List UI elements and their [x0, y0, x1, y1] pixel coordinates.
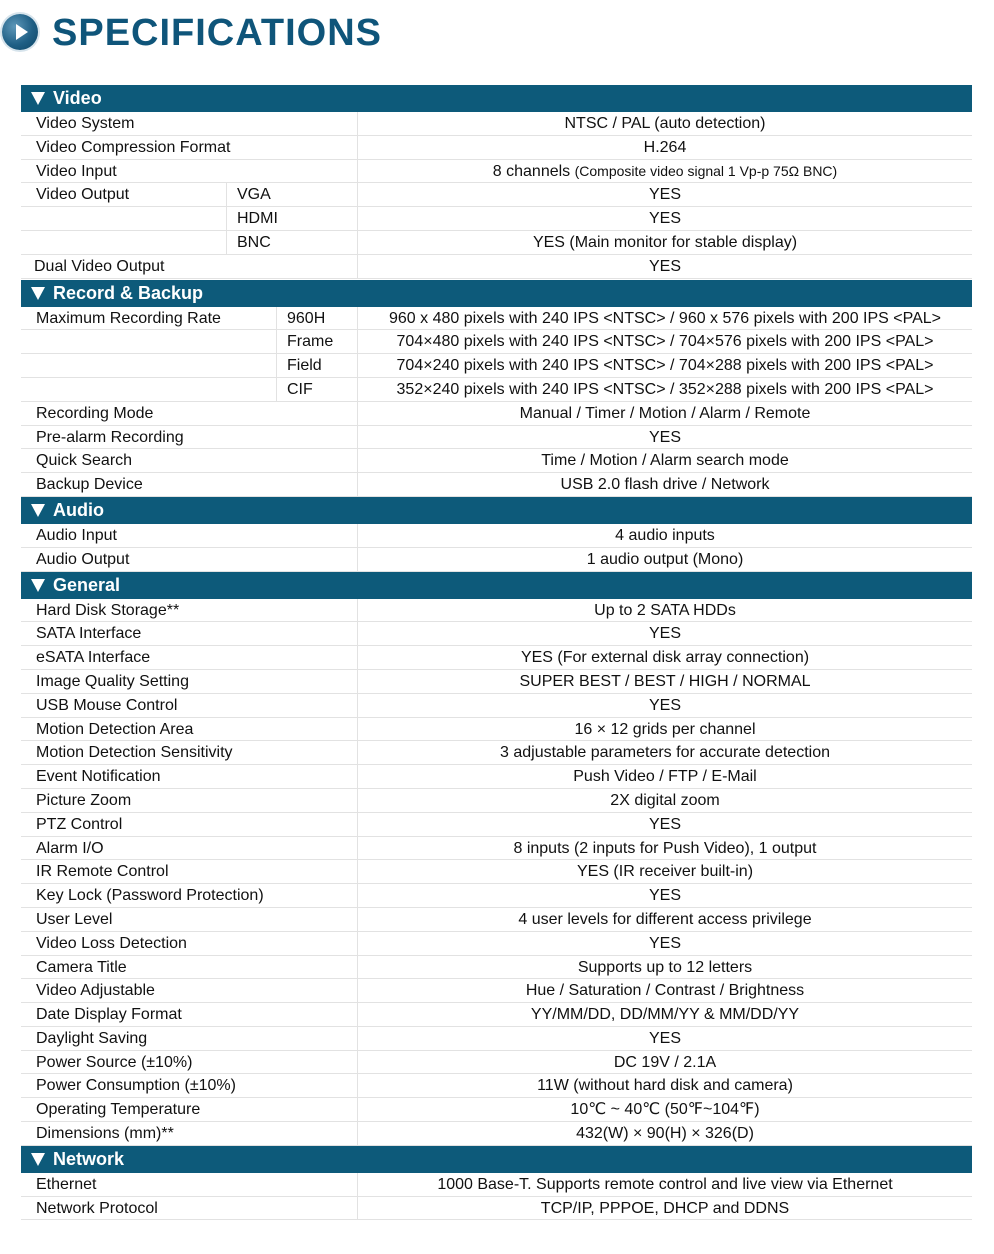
- table-row: [21, 1074, 972, 1098]
- row-label: Backup Device: [36, 476, 143, 494]
- table-row: [21, 622, 972, 646]
- value-text: 8 inputs (2 inputs for Push Video), 1 output: [513, 839, 817, 857]
- page-header: [0, 0, 994, 70]
- row-value: YES: [357, 255, 972, 278]
- table-row: [21, 231, 972, 255]
- table-row: [21, 646, 972, 670]
- row-value: [357, 112, 972, 135]
- row-label: User Level: [36, 910, 113, 928]
- row-value: [357, 1173, 972, 1196]
- row-label: Video Loss Detection: [36, 934, 187, 952]
- row-label: Audio Output: [36, 550, 130, 568]
- value-text: YES (For external disk array connection): [520, 649, 810, 667]
- table-row: [21, 813, 972, 837]
- video-output-group: [21, 183, 972, 254]
- value-text: Push Video / FTP / E-Mail: [573, 768, 757, 786]
- row-value: [357, 789, 972, 812]
- value-text: Up to 2 SATA HDDs: [594, 601, 736, 619]
- table-row: [21, 449, 972, 473]
- row-value: [357, 136, 972, 159]
- table-row: [21, 1197, 972, 1221]
- row-sublabel: Frame: [276, 330, 357, 353]
- row-label: Video Adjustable: [36, 982, 155, 1000]
- row-sublabel: HDMI: [226, 207, 357, 230]
- row-label: Camera Title: [36, 958, 127, 976]
- row-sublabel: BNC: [226, 231, 357, 254]
- table-row: [21, 402, 972, 426]
- row-label: Pre-alarm Recording: [36, 428, 184, 446]
- value-text: YES: [648, 1029, 681, 1047]
- triangle-down-icon: [31, 579, 45, 592]
- row-value: YES: [357, 183, 972, 206]
- row-value: [357, 622, 972, 645]
- value-text: NTSC / PAL (auto detection): [564, 115, 766, 132]
- audio-rows: [21, 524, 972, 572]
- table-row: [21, 354, 972, 378]
- value-text: Hue / Saturation / Contrast / Brightness: [525, 982, 805, 1000]
- row-label: Daylight Saving: [36, 1029, 148, 1047]
- table-row: [21, 307, 972, 331]
- table-row: [21, 741, 972, 765]
- row-value: [357, 884, 972, 907]
- video-rows: [21, 112, 972, 183]
- row-value: [357, 1074, 972, 1097]
- row-value: [357, 837, 972, 860]
- row-label: Audio Input: [36, 526, 117, 544]
- row-value: [357, 1098, 972, 1121]
- row-label: Key Lock (Password Protection): [36, 887, 264, 905]
- row-label: Dual Video Output: [34, 257, 165, 275]
- row-label: Video System: [36, 115, 135, 132]
- table-row: [21, 670, 972, 694]
- table-row: [21, 112, 972, 136]
- value-text: DC 19V / 2.1A: [613, 1053, 717, 1071]
- row-label: Alarm I/O: [36, 839, 104, 857]
- row-sublabel: Field: [276, 354, 357, 377]
- section-title: Video: [53, 88, 102, 108]
- row-label: Event Notification: [36, 768, 161, 786]
- row-value: [357, 956, 972, 979]
- row-label: Video Compression Format: [36, 138, 231, 156]
- value-text: 8 channels: [492, 162, 571, 180]
- value-text: YES: [648, 887, 681, 905]
- row-value: [357, 1003, 972, 1026]
- table-row: [21, 789, 972, 813]
- row-value: [357, 599, 972, 622]
- row-value: 352×240 pixels with 240 IPS <NTSC> / 352×288 pixels with 200 IPS <PAL>: [357, 378, 972, 401]
- value-text: YES: [648, 696, 681, 714]
- play-circle-icon: [2, 14, 38, 50]
- table-row: [21, 524, 972, 548]
- value-text: SUPER BEST / BEST / HIGH / NORMAL: [519, 672, 811, 690]
- row-value: [357, 1051, 972, 1074]
- table-row: [21, 956, 972, 980]
- section-header-audio: [21, 497, 972, 524]
- table-row: [21, 1122, 972, 1146]
- triangle-down-icon: [31, 92, 45, 105]
- value-text: YES (IR receiver built-in): [576, 863, 754, 881]
- section-header-network: [21, 1146, 972, 1173]
- row-value: [357, 813, 972, 836]
- row-value: [357, 908, 972, 931]
- row-value: [357, 718, 972, 741]
- table-row: [21, 183, 972, 207]
- value-text: 3 adjustable parameters for accurate detection: [500, 744, 830, 762]
- triangle-down-icon: [31, 1153, 45, 1166]
- value-text: YY/MM/DD, DD/MM/YY & MM/DD/YY: [530, 1006, 800, 1024]
- value-text: YES: [648, 428, 681, 446]
- table-row: [21, 255, 972, 279]
- row-sublabel: VGA: [226, 183, 357, 206]
- section-header-general: [21, 572, 972, 599]
- value-text: 10℃ ~ 40℃ (50℉~104℉): [570, 1101, 760, 1119]
- row-value: [357, 402, 972, 425]
- table-row: [21, 207, 972, 231]
- row-label: Dimensions (mm)**: [36, 1125, 174, 1143]
- row-value: [357, 1197, 972, 1220]
- row-value: 960 x 480 pixels with 240 IPS <NTSC> / 960 x 576 pixels with 200 IPS <PAL>: [357, 307, 972, 330]
- table-row: [21, 1051, 972, 1075]
- row-sublabel: CIF: [276, 378, 357, 401]
- value-text: 1 audio output (Mono): [586, 550, 744, 568]
- table-row: [21, 884, 972, 908]
- row-label: Motion Detection Sensitivity: [36, 744, 233, 762]
- row-label: Power Source (±10%): [36, 1053, 193, 1071]
- row-value: [357, 860, 972, 883]
- table-row: [21, 1173, 972, 1197]
- table-row: [21, 932, 972, 956]
- row-label: IR Remote Control: [36, 863, 169, 881]
- row-label: PTZ Control: [36, 815, 123, 833]
- general-rows: [21, 599, 972, 1146]
- value-text: H.264: [643, 138, 687, 156]
- section-header-record: [21, 280, 972, 307]
- value-text: Time / Motion / Alarm search mode: [541, 452, 789, 470]
- value-text: YES: [648, 815, 681, 833]
- row-value: [357, 765, 972, 788]
- recording-rate-group: [21, 307, 972, 402]
- section-header-video: [21, 85, 972, 112]
- table-row: [21, 160, 972, 184]
- row-value: [357, 979, 972, 1002]
- value-text: 2X digital zoom: [610, 791, 720, 809]
- value-text: Manual / Timer / Motion / Alarm / Remote: [519, 404, 811, 422]
- row-value: [357, 741, 972, 764]
- page-title: SPECIFICATIONS: [52, 12, 382, 54]
- row-label: Quick Search: [36, 452, 133, 470]
- row-label: eSATA Interface: [36, 649, 151, 667]
- network-rows: [21, 1173, 972, 1221]
- row-label: Recording Mode: [36, 404, 154, 422]
- row-label: SATA Interface: [36, 625, 142, 643]
- row-label: Hard Disk Storage**: [36, 601, 180, 619]
- value-text: 432(W) × 90(H) × 326(D): [576, 1125, 754, 1143]
- group-label: Maximum Recording Rate: [36, 309, 221, 327]
- value-text: YES: [648, 625, 681, 643]
- row-value: [357, 524, 972, 547]
- row-value: YES (Main monitor for stable display): [357, 231, 972, 254]
- row-value: [357, 449, 972, 472]
- row-sublabel: 960H: [276, 307, 357, 330]
- value-text: YES: [648, 934, 681, 952]
- table-row: [21, 330, 972, 354]
- table-row: [21, 908, 972, 932]
- row-label: Picture Zoom: [36, 791, 132, 809]
- row-label: Power Consumption (±10%): [36, 1077, 236, 1095]
- table-row: [21, 979, 972, 1003]
- row-label: Operating Temperature: [36, 1101, 201, 1119]
- value-note: (Composite video signal 1 Vp-p 75Ω BNC): [574, 162, 838, 179]
- table-row: [21, 473, 972, 497]
- table-row: [21, 378, 972, 402]
- value-text: 4 user levels for different access privilege: [518, 910, 812, 928]
- row-label: Video Input: [36, 162, 117, 180]
- row-value: [357, 473, 972, 496]
- row-value: [357, 1027, 972, 1050]
- spec-table: [21, 85, 972, 1220]
- value-text: 16 × 12 grids per channel: [574, 720, 756, 738]
- section-title: General: [53, 574, 121, 595]
- table-row: [21, 548, 972, 572]
- table-row: [21, 1003, 972, 1027]
- table-row: [21, 765, 972, 789]
- table-row: [21, 136, 972, 160]
- row-label: Ethernet: [36, 1175, 97, 1193]
- row-value: [357, 1122, 972, 1145]
- table-row: [21, 1098, 972, 1122]
- table-row: [21, 426, 972, 450]
- record-rows: [21, 402, 972, 497]
- value-text: 1000 Base-T. Supports remote control and live view via Ethernet: [437, 1175, 893, 1193]
- row-value: [357, 548, 972, 571]
- table-row: [21, 837, 972, 861]
- table-row: [21, 694, 972, 718]
- group-label: Video Output: [36, 186, 130, 204]
- row-value: [357, 694, 972, 717]
- row-value: YES: [357, 207, 972, 230]
- row-label: USB Mouse Control: [36, 696, 178, 714]
- row-label: Network Protocol: [36, 1199, 158, 1217]
- table-row: [21, 599, 972, 623]
- row-label: Motion Detection Area: [36, 720, 194, 738]
- table-row: [21, 1027, 972, 1051]
- table-row: [21, 860, 972, 884]
- row-value: [357, 160, 972, 183]
- value-text: 4 audio inputs: [615, 526, 715, 544]
- row-value: [357, 646, 972, 669]
- value-text: 11W (without hard disk and camera): [537, 1077, 793, 1095]
- section-title: Network: [53, 1148, 125, 1169]
- triangle-down-icon: [31, 504, 45, 517]
- table-row: [21, 718, 972, 742]
- row-value: [357, 426, 972, 449]
- row-value: [357, 932, 972, 955]
- row-label: Date Display Format: [36, 1006, 182, 1024]
- value-text: USB 2.0 flash drive / Network: [560, 476, 770, 494]
- section-title: Record & Backup: [53, 282, 204, 303]
- triangle-down-icon: [31, 287, 45, 300]
- row-value: 704×480 pixels with 240 IPS <NTSC> / 704×576 pixels with 200 IPS <PAL>: [357, 330, 972, 353]
- value-text: TCP/IP, PPPOE, DHCP and DDNS: [540, 1199, 790, 1217]
- row-value: 704×240 pixels with 240 IPS <NTSC> / 704×288 pixels with 200 IPS <PAL>: [357, 354, 972, 377]
- row-value: [357, 670, 972, 693]
- value-text: Supports up to 12 letters: [577, 958, 753, 976]
- row-label: Image Quality Setting: [36, 672, 189, 690]
- section-title: Audio: [53, 499, 104, 520]
